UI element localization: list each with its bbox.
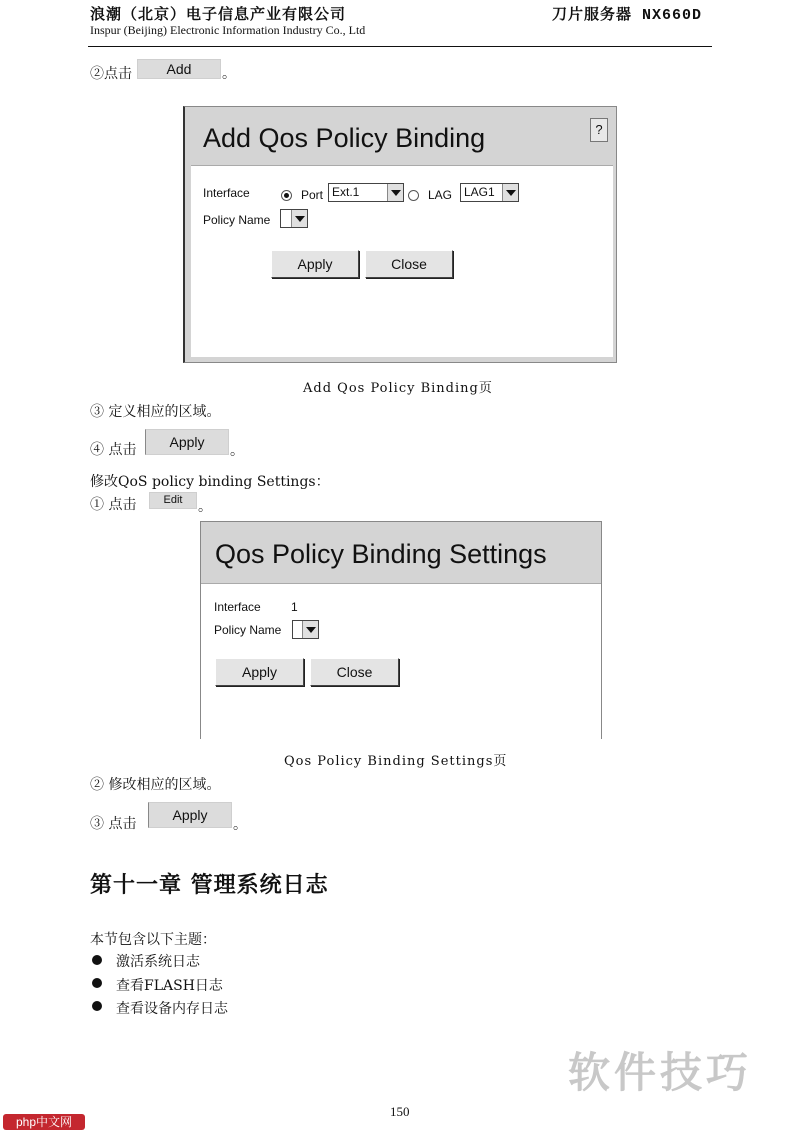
step-add-prefix: ②点击 xyxy=(90,66,132,82)
page-number: 150 xyxy=(390,1104,410,1119)
intro-text: 本节包含以下主题： xyxy=(90,932,216,948)
edit-step-3-prefix: ③ 点击 xyxy=(90,816,137,832)
bullet-icon xyxy=(92,955,102,965)
edit-step-suffix: 。 xyxy=(198,499,212,515)
header-company-en: Inspur (Beijing) Electronic Information Industry Co., Ltd xyxy=(90,23,366,37)
apply-button-image: Apply xyxy=(145,429,229,455)
close-button[interactable]: Close xyxy=(365,250,453,278)
add-button-image: Add xyxy=(137,59,221,79)
chapter-title: 第十一章 管理系统日志 xyxy=(90,872,329,898)
apply-button[interactable]: Apply xyxy=(215,658,304,686)
lag-label: LAG xyxy=(428,188,453,202)
policy-name-select[interactable] xyxy=(280,209,308,228)
close-button[interactable]: Close xyxy=(310,658,399,686)
port-radio[interactable] xyxy=(281,190,292,201)
lag-select[interactable] xyxy=(460,183,519,202)
edit-button-image: Edit xyxy=(149,492,197,509)
topic-item: 激活系统日志 xyxy=(116,954,200,970)
bullet-icon xyxy=(92,978,102,988)
header-company-cn: 浪潮（北京）电子信息产业有限公司 xyxy=(90,5,347,23)
edit-step-2: ② 修改相应的区域。 xyxy=(90,777,221,793)
add-qos-policy-binding-dialog xyxy=(183,106,617,363)
bullet-icon xyxy=(92,1001,102,1011)
help-button[interactable]: ? xyxy=(590,118,608,142)
step-4-suffix: 。 xyxy=(230,443,244,459)
policy-name-select[interactable] xyxy=(292,620,319,639)
dialog-body xyxy=(201,583,601,739)
chevron-down-icon xyxy=(302,621,318,638)
edit-step-3-suffix: 。 xyxy=(233,817,247,833)
edit-step-prefix: ① 点击 xyxy=(90,497,137,513)
modify-heading: 修改QoS policy binding Settings： xyxy=(90,474,330,490)
step-4-prefix: ④ 点击 xyxy=(90,442,137,458)
lag-select-value: LAG1 xyxy=(464,185,495,199)
topic-item: 查看FLASH日志 xyxy=(116,978,223,994)
header-rule xyxy=(88,46,712,47)
port-label: Port xyxy=(301,188,324,202)
interface-label: Interface xyxy=(214,600,261,614)
interface-label: Interface xyxy=(203,186,250,200)
chevron-down-icon xyxy=(502,184,518,201)
apply-button-image: Apply xyxy=(148,802,232,828)
watermark: 软件技巧 xyxy=(568,1048,753,1097)
policy-name-label: Policy Name xyxy=(214,623,282,637)
dialog-body xyxy=(191,165,613,357)
qos-policy-binding-settings-dialog xyxy=(200,521,602,739)
lag-radio[interactable] xyxy=(408,190,419,201)
apply-button[interactable]: Apply xyxy=(271,250,359,278)
step-add-suffix: 。 xyxy=(222,66,236,82)
chevron-down-icon xyxy=(387,184,403,201)
topic-item: 查看设备内存日志 xyxy=(116,1001,228,1017)
port-select[interactable] xyxy=(328,183,404,202)
port-select-value: Ext.1 xyxy=(332,185,360,199)
figure-caption-settings: Qos Policy Binding Settings页 xyxy=(284,754,508,769)
interface-value: 1 xyxy=(291,600,298,614)
step-3: ③ 定义相应的区域。 xyxy=(90,404,221,420)
header-product: 刀片服务器 NX660D xyxy=(552,7,703,24)
site-logo: php中文网 xyxy=(3,1114,85,1130)
dialog-title: Qos Policy Binding Settings xyxy=(215,539,547,569)
dialog-title: Add Qos Policy Binding xyxy=(203,123,486,153)
chevron-down-icon xyxy=(291,210,307,227)
figure-caption-add: Add Qos Policy Binding页 xyxy=(303,381,493,396)
policy-name-label: Policy Name xyxy=(203,213,271,227)
